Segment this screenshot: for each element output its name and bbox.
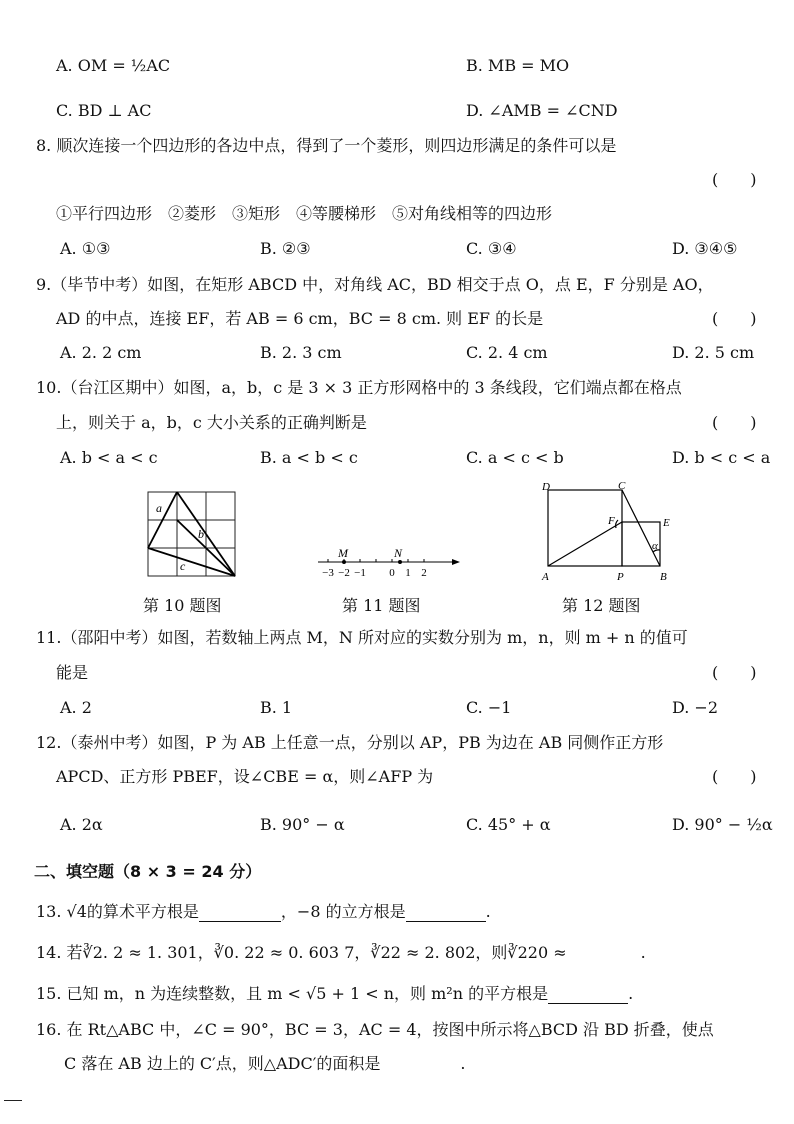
page-corner-mark — [4, 1100, 22, 1101]
q12-line-2: APCD、正方形 PBEF，设∠CBE = α，则∠AFP 为 — [56, 767, 434, 786]
tick-label: 1 — [405, 567, 411, 579]
q10-option-a: A. b < a < c — [60, 448, 158, 467]
q15-line — [36, 984, 633, 1004]
q16-line-2 — [64, 1054, 465, 1074]
q9-line-1: 9.（毕节中考）如图，在矩形 ABCD 中，对角线 AC，BD 相交于点 O，点 E，F 分别是 AO， — [36, 275, 714, 294]
label-b: B — [660, 571, 667, 583]
section-2-title: 二、填空题（8 × 3 = 24 分） — [34, 862, 262, 881]
q15-text-a: 15. 已知 m，n 为连续整数，且 m < √5 + 1 < n，则 m²n 的平方根是 — [36, 984, 549, 1003]
tick-label: 2 — [421, 567, 427, 579]
q8-option-d: D. ③④⑤ — [672, 239, 738, 258]
q16-text-a: C 落在 AB 边上的 C′点，则△ADC′的面积是 — [64, 1054, 381, 1073]
figure-10-grid — [140, 488, 244, 582]
point-m — [342, 560, 346, 564]
figure-11-number-line — [314, 544, 464, 584]
segment-cb — [622, 490, 660, 566]
label-f: F — [608, 515, 615, 527]
q15-blank[interactable] — [548, 987, 628, 1004]
q8-option-a: A. ①③ — [60, 239, 111, 258]
segment-c — [148, 548, 235, 576]
q11-answer-paren: ( ) — [712, 663, 757, 682]
q13-blank-2[interactable] — [406, 905, 486, 922]
point-n — [398, 560, 402, 564]
q10-answer-paren: ( ) — [712, 413, 757, 432]
q12-option-c: C. 45° + α — [466, 815, 551, 834]
label-d: D — [542, 481, 550, 493]
label-a: a — [156, 501, 162, 515]
q12-option-d: D. 90° − ½α — [672, 815, 773, 834]
q13-text-b: ，−8 的立方根是 — [280, 902, 406, 921]
label-c: c — [180, 559, 186, 573]
q9-option-b: B. 2. 3 cm — [260, 343, 342, 362]
q11-option-a: A. 2 — [60, 698, 92, 717]
q15-text-c: . — [628, 984, 634, 1003]
label-b: b — [198, 527, 204, 541]
q9-option-a: A. 2. 2 cm — [60, 343, 142, 362]
q14-line — [36, 943, 646, 963]
q11-option-b: B. 1 — [260, 698, 293, 717]
q13-text-a: 13. √4的算术平方根是 — [36, 902, 199, 921]
q10-line-1: 10.（台江区期中）如图，a，b，c 是 3 × 3 正方形网格中的 3 条线段，它们端点都在格点 — [36, 378, 682, 397]
q14-text-c: . — [640, 943, 646, 962]
q8-stem: 8. 顺次连接一个四边形的各边中点，得到了一个菱形，则四边形满足的条件可以是 — [36, 136, 617, 155]
figure-12-caption: 第 12 题图 — [562, 596, 641, 615]
label-a: A — [542, 571, 549, 583]
q12-answer-paren: ( ) — [712, 767, 757, 786]
q9-line-2: AD 的中点，连接 EF，若 AB = 6 cm，BC = 8 cm. 则 EF 的长是 — [56, 309, 544, 328]
q12-line-1: 12.（泰州中考）如图，P 为 AB 上任意一点，分别以 AP，PB 为边在 AB 同侧作正方形 — [36, 733, 664, 752]
tick-label: −3 — [322, 567, 334, 579]
q7-option-d: D. ∠AMB = ∠CND — [466, 101, 618, 120]
label-alpha: α — [652, 540, 658, 552]
tick-label: −2 — [338, 567, 350, 579]
figure-11-caption: 第 11 题图 — [342, 596, 421, 615]
q9-answer-paren: ( ) — [712, 309, 757, 328]
figure-10-caption: 第 10 题图 — [143, 596, 222, 615]
label-e: E — [663, 517, 670, 529]
q8-option-b: B. ②③ — [260, 239, 311, 258]
q14-text-a: 14. 若∛2. 2 ≈ 1. 301，∛0. 22 ≈ 0. 603 7，∛22 ≈ 2. 802，则∛220 ≈ — [36, 943, 567, 962]
q10-option-b: B. a < b < c — [260, 448, 358, 467]
q13-text-c: . — [485, 902, 491, 921]
label-p: P — [617, 571, 624, 583]
q8-option-c: C. ③④ — [466, 239, 517, 258]
q7-option-c: C. BD ⊥ AC — [56, 101, 152, 120]
q7-option-a: A. OM = ½AC — [56, 56, 171, 75]
q13-blank-1[interactable] — [199, 905, 281, 922]
q11-line-2: 能是 — [56, 663, 89, 682]
q11-option-c: C. −1 — [466, 698, 512, 717]
label-n: N — [394, 546, 403, 560]
q11-line-1: 11.（邵阳中考）如图，若数轴上两点 M，N 所对应的实数分别为 m，n，则 m + n 的值可 — [36, 628, 688, 647]
q9-option-c: C. 2. 4 cm — [466, 343, 548, 362]
tick-label: −1 — [354, 567, 366, 579]
q16-text-c: . — [460, 1054, 466, 1073]
arrow-head — [452, 559, 460, 565]
label-c: C — [618, 480, 626, 492]
q12-option-a: A. 2α — [60, 815, 103, 834]
tick-label: 0 — [389, 567, 395, 579]
q10-option-d: D. b < c < a — [672, 448, 771, 467]
q9-option-d: D. 2. 5 cm — [672, 343, 755, 362]
q10-line-2: 上，则关于 a，b，c 大小关系的正确判断是 — [56, 413, 367, 432]
q16-line-1: 16. 在 Rt△ABC 中，∠C = 90°，BC = 3，AC = 4，按图中所示将△BCD 沿 BD 折叠，使点 — [36, 1020, 714, 1039]
q12-option-b: B. 90° − α — [260, 815, 345, 834]
q10-option-c: C. a < c < b — [466, 448, 564, 467]
q7-option-b: B. MB = MO — [466, 56, 570, 75]
q8-choices: ①平行四边形 ②菱形 ③矩形 ④等腰梯形 ⑤对角线相等的四边形 — [56, 204, 553, 223]
q8-answer-paren: ( ) — [712, 170, 757, 189]
figure-12-squares — [532, 480, 692, 584]
q13-line — [36, 902, 491, 922]
label-m: M — [338, 546, 348, 560]
segment-af — [548, 522, 622, 566]
q11-option-d: D. −2 — [672, 698, 719, 717]
